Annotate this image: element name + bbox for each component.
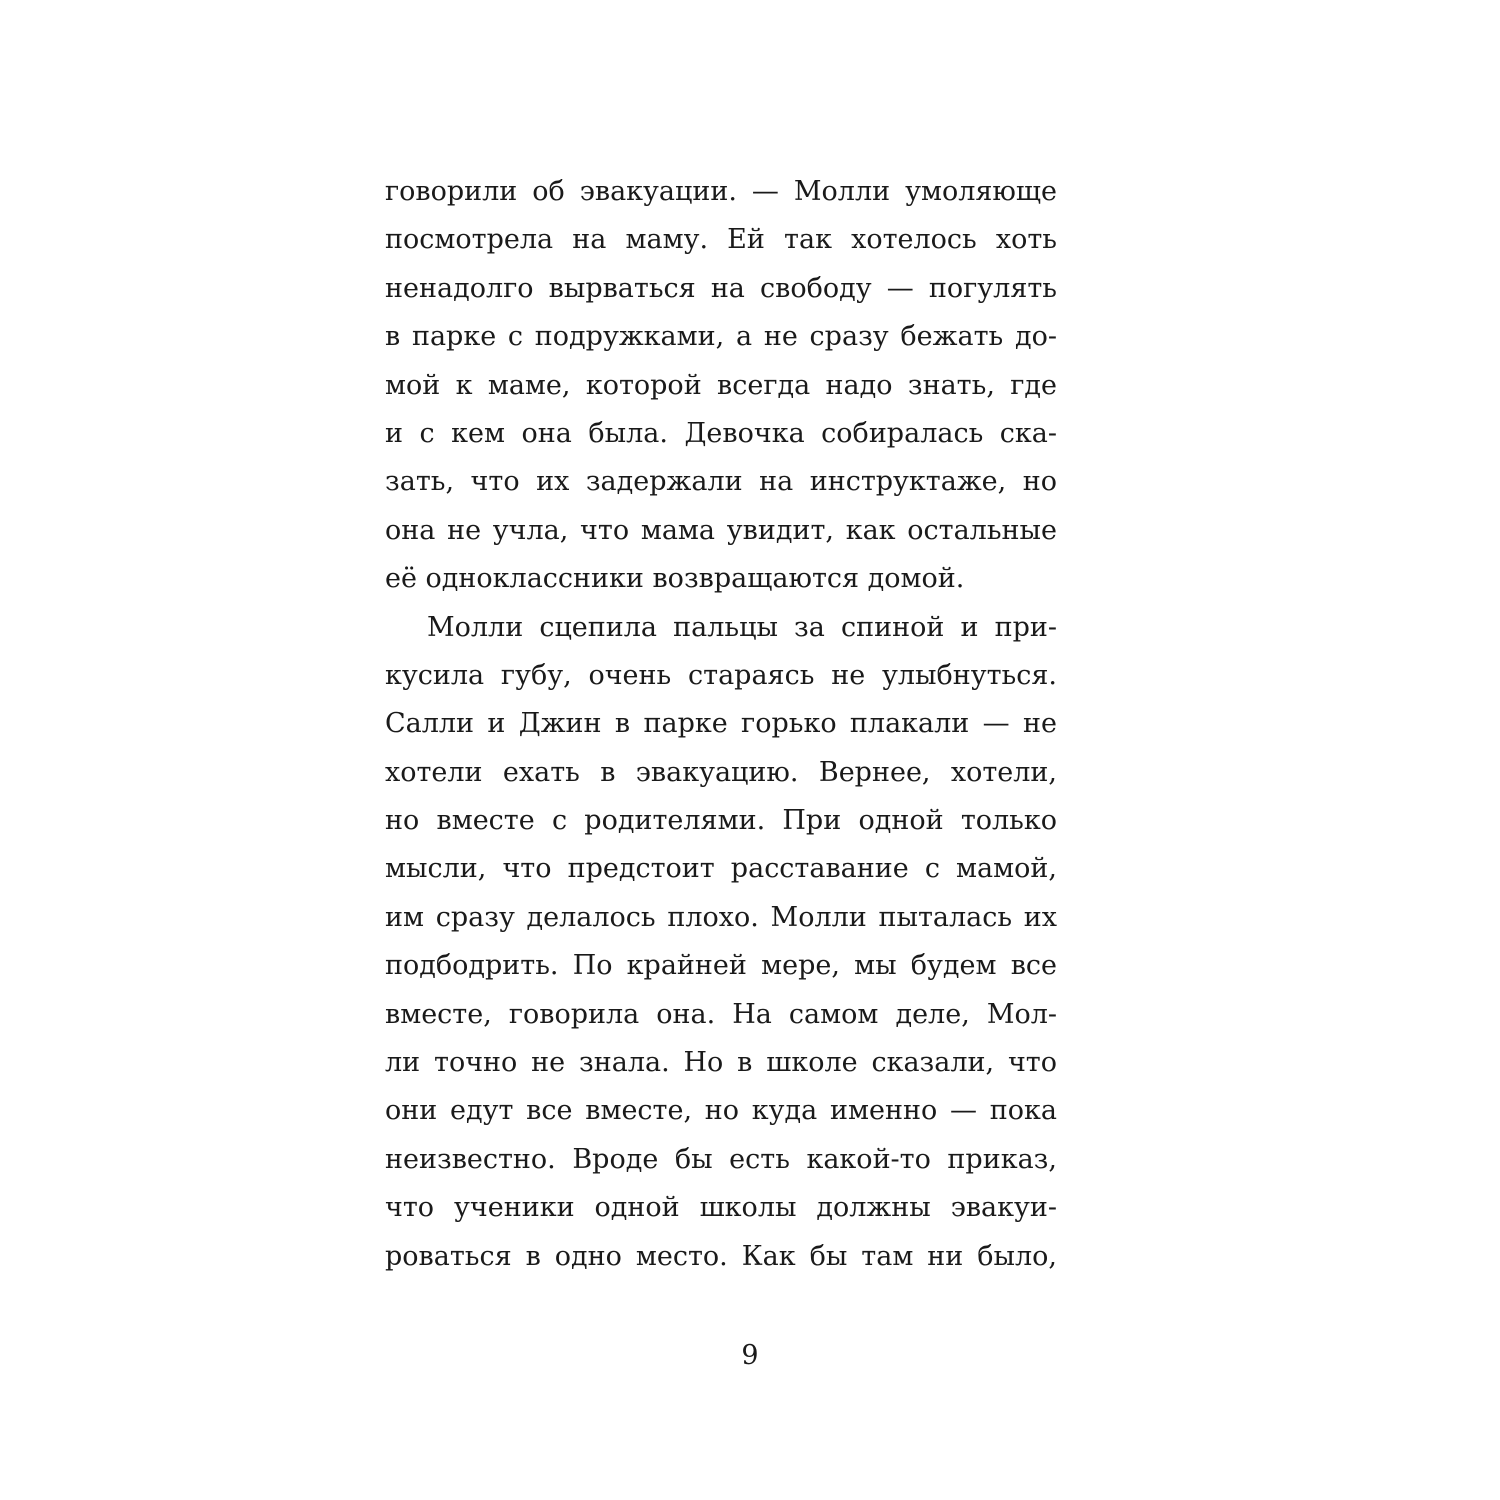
text-line: в парке с подружками, а не сразу бежать до-: [385, 321, 1057, 353]
text-line: они едут все вместе, но куда именно — пока: [385, 1095, 1057, 1127]
text-line: что ученики одной школы должны эвакуи-: [385, 1192, 1057, 1224]
text-line: говорили об эвакуации. — Молли умоляюще: [385, 176, 1057, 207]
text-line: её одноклассники возвращаются домой.: [385, 563, 965, 595]
text-line: мой к маме, которой всегда надо знать, где: [385, 369, 1057, 401]
text-line: зать, что их задержали на инструктаже, но: [385, 466, 1057, 498]
text-line: ненадолго вырваться на свободу — погулять: [385, 272, 1057, 304]
text-line: мысли, что предстоит расставание с мамой,: [385, 853, 1057, 885]
text-line: роваться в одно место. Как бы там ни было,: [385, 1240, 1057, 1272]
text-line: вместе, говорила она. На самом деле, Мол-: [385, 998, 1057, 1030]
text-line: ли точно не знала. Но в школе сказали, что: [385, 1047, 1057, 1079]
page-number: 9: [741, 1340, 759, 1371]
text-line: Салли и Джин в парке горько плакали — не: [385, 708, 1057, 740]
text-line: кусила губу, очень стараясь не улыбнуться.: [385, 659, 1057, 691]
text-line: неизвестно. Вроде бы есть какой-то приказ,: [385, 1143, 1057, 1175]
body-text: [385, 168, 1057, 1281]
text-line: посмотрела на маму. Ей так хотелось хоть: [385, 224, 1057, 256]
text-line: подбодрить. По крайней мере, мы будем все: [385, 950, 1057, 982]
text-line: но вместе с родителями. При одной только: [385, 805, 1057, 837]
text-line: она не учла, что мама увидит, как остальные: [385, 514, 1057, 546]
text-line: хотели ехать в эвакуацию. Вернее, хотели,: [385, 756, 1057, 788]
text-line: и с кем она была. Девочка собиралась ска-: [385, 417, 1057, 449]
text-line: им сразу делалось плохо. Молли пыталась их: [385, 901, 1057, 933]
text-line: Молли сцепила пальцы за спиной и при-: [427, 611, 1057, 643]
